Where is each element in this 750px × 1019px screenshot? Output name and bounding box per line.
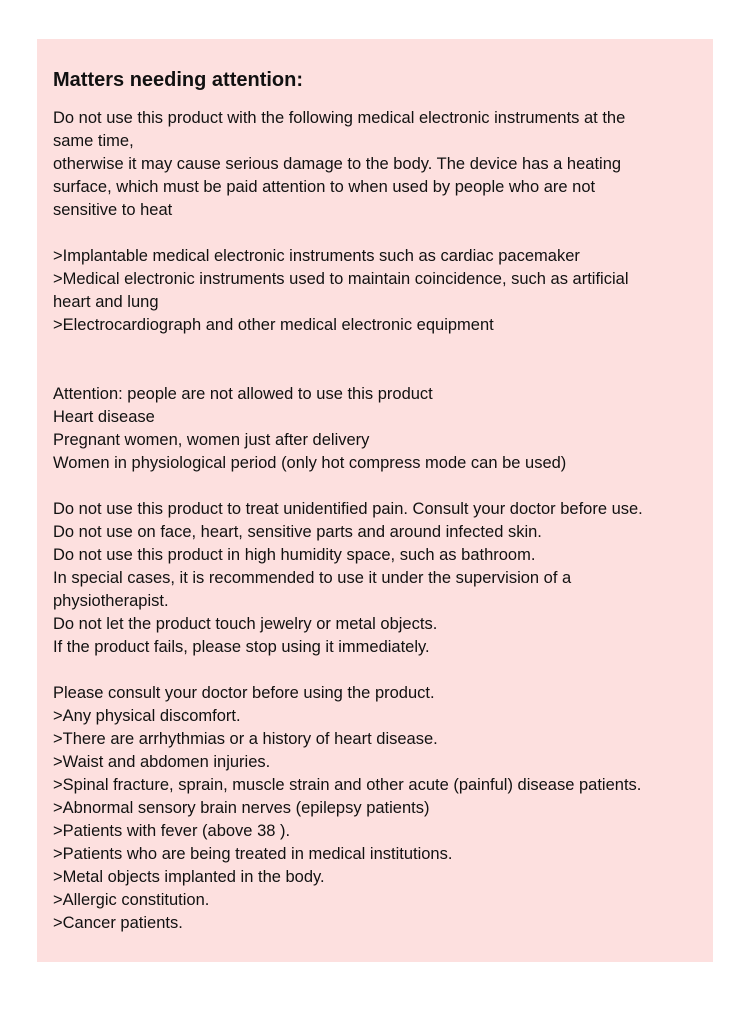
text-line: Pregnant women, women just after delivery: [53, 431, 370, 449]
restricted-section: [53, 383, 705, 475]
spacer: [53, 222, 705, 245]
text-line: Do not use on face, heart, sensitive parts and around infected skin.: [53, 523, 542, 541]
list-item: >Medical electronic instruments used to maintain coincidence, such as artificial: [53, 270, 629, 288]
text-line: Please consult your doctor before using the product.: [53, 684, 435, 702]
text-line: same time,: [53, 132, 134, 150]
list-item: >Implantable medical electronic instruments such as cardiac pacemaker: [53, 247, 580, 265]
text-line: surface, which must be paid attention to when used by people who are not: [53, 178, 596, 196]
list-item: >There are arrhythmias or a history of heart disease.: [53, 730, 438, 748]
text-line: Attention: people are not allowed to use this product: [53, 385, 433, 403]
text-line: otherwise it may cause serious damage to the body. The device has a heating: [53, 155, 622, 173]
consult-section: [53, 682, 705, 935]
spacer: [53, 337, 705, 383]
list-item: >Cancer patients.: [53, 914, 183, 932]
intro-section: [53, 107, 705, 222]
list-item: >Patients with fever (above 38 ).: [53, 822, 291, 840]
list-item: >Waist and abdomen injuries.: [53, 753, 271, 771]
text-line: Heart disease: [53, 408, 155, 426]
text-line: sensitive to heat: [53, 201, 173, 219]
text-line: Do not use this product with the following medical electronic instruments at the: [53, 109, 626, 127]
text-line: Women in physiological period (only hot compress mode can be used): [53, 454, 567, 472]
list-item: >Abnormal sensory brain nerves (epilepsy patients): [53, 799, 430, 817]
instruments-section: [53, 245, 705, 337]
text-line: In special cases, it is recommended to use it under the supervision of a: [53, 569, 572, 587]
spacer: [53, 659, 705, 682]
notice-title: Matters needing attention:: [53, 69, 304, 91]
list-item: >Metal objects implanted in the body.: [53, 868, 325, 886]
text-line: physiotherapist.: [53, 592, 169, 610]
text-line: Do not let the product touch jewelry or metal objects.: [53, 615, 438, 633]
list-item: heart and lung: [53, 293, 159, 311]
list-item: >Electrocardiograph and other medical electronic equipment: [53, 316, 494, 334]
text-line: Do not use this product to treat unidentified pain. Consult your doctor before use.: [53, 500, 643, 518]
text-line: Do not use this product in high humidity space, such as bathroom.: [53, 546, 536, 564]
notice-body: [53, 107, 705, 935]
list-item: >Any physical discomfort.: [53, 707, 241, 725]
warnings-section: [53, 498, 705, 659]
spacer: [53, 475, 705, 498]
list-item: >Spinal fracture, sprain, muscle strain and other acute (painful) disease patients.: [53, 776, 642, 794]
text-line: If the product fails, please stop using it immediately.: [53, 638, 430, 656]
list-item: >Allergic constitution.: [53, 891, 210, 909]
list-item: >Patients who are being treated in medical institutions.: [53, 845, 453, 863]
